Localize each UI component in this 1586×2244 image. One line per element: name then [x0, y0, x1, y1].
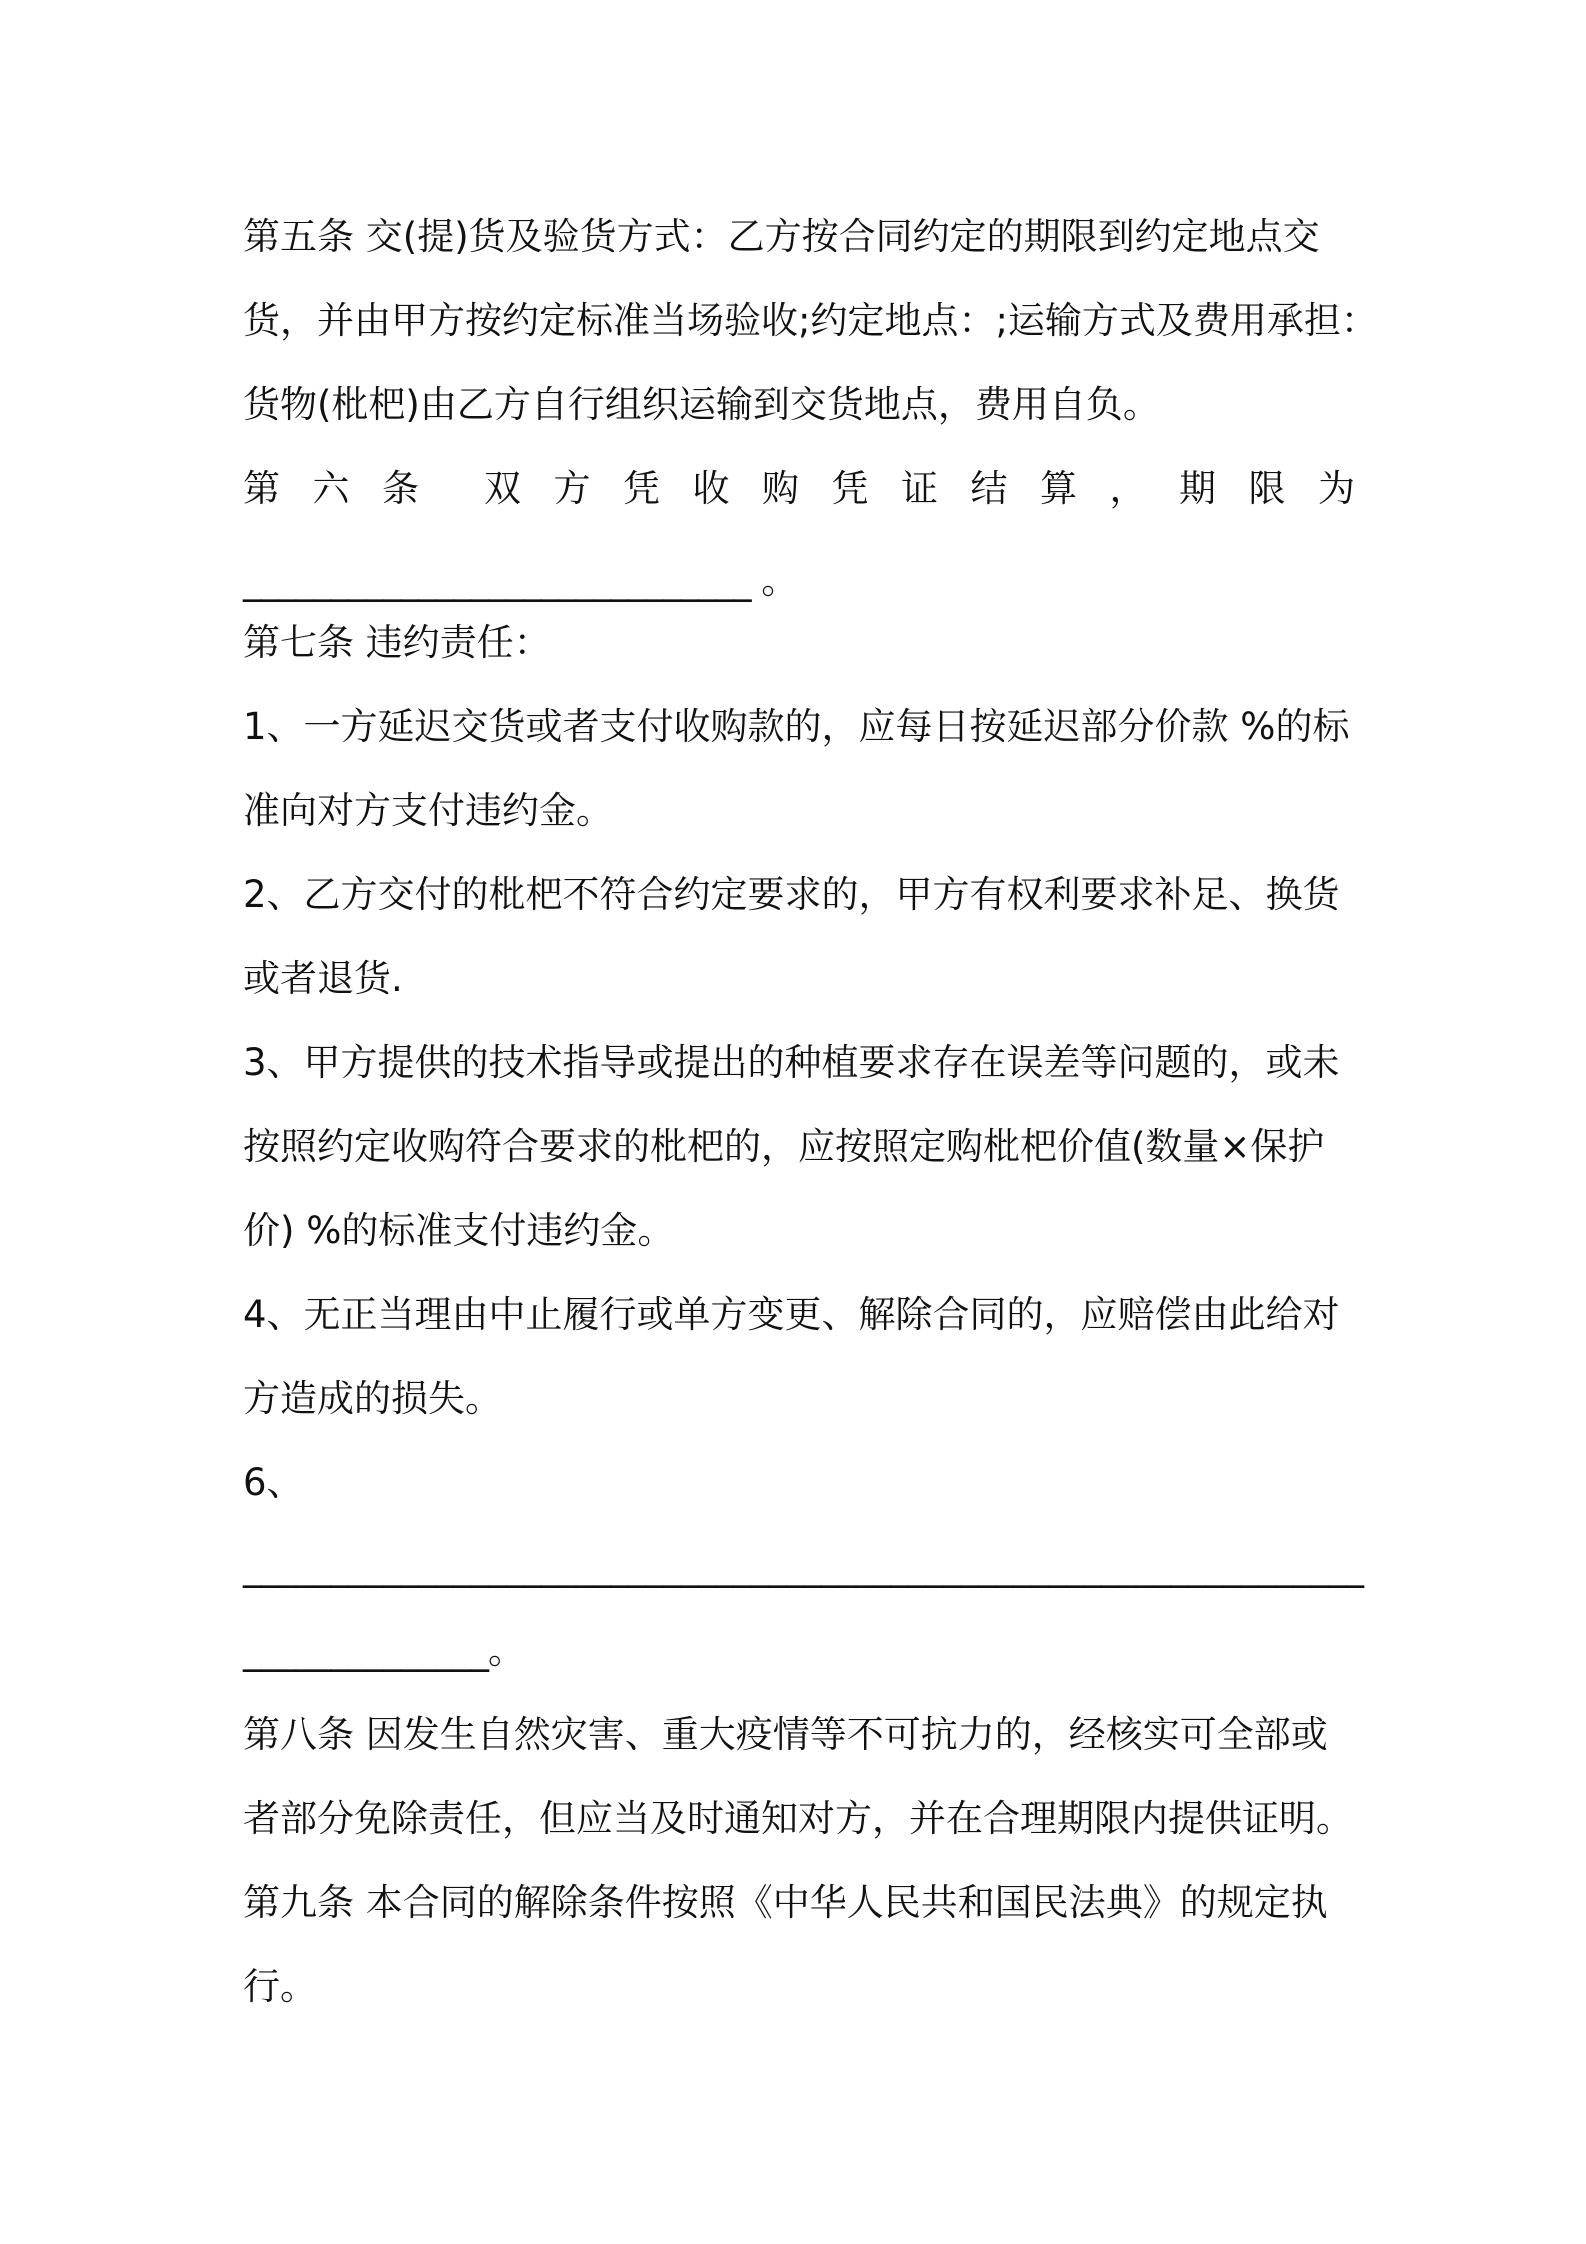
article-6-char: 限	[1248, 467, 1286, 510]
article-7-item-2-line-1: 2、乙方交付的枇杷不符合约定要求的，甲方有权利要求补足、换货	[243, 873, 1340, 916]
article-7-item-3-line-3: 价) %的标准支付违约金。	[243, 1209, 675, 1252]
article-6-line-1	[243, 447, 1355, 531]
article-7-item-1-line-2: 准向对方支付违约金。	[243, 789, 613, 832]
article-7-title: 第七条 违约责任：	[243, 621, 551, 664]
article-6-char: 期	[1179, 467, 1216, 510]
article-9-line-1: 第九条 本合同的解除条件按照《中华人民共和国民法典》的规定执	[243, 1881, 1328, 1924]
article-7-item-1-line-1: 1、一方延迟交货或者支付收购款的，应每日按延迟部分价款 %的标	[243, 705, 1350, 748]
article-8-line-1: 第八条 因发生自然灾害、重大疫情等不可抗力的，经核实可全部或	[243, 1713, 1328, 1756]
article-5-line-2: 货，并由甲方按约定标准当场验收;约定地点：;运输方式及费用承担：	[243, 299, 1378, 342]
article-6-blank: _____________________________ 。	[243, 559, 798, 602]
article-6-char: 购	[762, 467, 799, 510]
article-6-char: 收	[692, 467, 730, 510]
article-6-char: ，	[1109, 467, 1147, 510]
article-7-item-6-label: 6、	[243, 1461, 304, 1504]
article-6-char: 双	[484, 467, 521, 510]
article-6-char: 方	[553, 467, 591, 510]
document-body	[243, 195, 1378, 2029]
article-7-item-6-blank-1: ________________________________________________________________	[243, 1545, 1363, 1588]
article-9-line-2: 行。	[243, 1965, 317, 2008]
article-7-item-4-line-2: 方造成的损失。	[243, 1377, 502, 1420]
article-6-char: 结	[970, 467, 1008, 510]
article-6-char: 凭	[623, 467, 660, 510]
article-6-char: 为	[1318, 467, 1355, 510]
article-7-item-2-line-2: 或者退货.	[243, 957, 403, 1000]
article-7-item-6-blank-2: ______________。	[243, 1629, 524, 1672]
article-6-char: 凭	[831, 467, 869, 510]
article-5-line-1: 第五条 交(提)货及验货方式：乙方按合同约定的期限到约定地点交	[243, 215, 1320, 258]
article-6-char: 第	[243, 467, 280, 510]
article-7-item-3-line-2: 按照约定收购符合要求的枇杷的，应按照定购枇杷价值(数量×保护	[243, 1125, 1325, 1168]
article-6-char: 条	[382, 467, 419, 510]
article-8-line-2: 者部分免除责任，但应当及时通知对方，并在合理期限内提供证明。	[243, 1797, 1353, 1840]
article-7-item-4-line-1: 4、无正当理由中止履行或单方变更、解除合同的，应赔偿由此给对	[243, 1293, 1340, 1336]
article-5-line-3: 货物(枇杷)由乙方自行组织运输到交货地点，费用自负。	[243, 383, 1160, 426]
article-6-char: 算	[1040, 467, 1077, 510]
article-6-char: 证	[901, 467, 938, 510]
article-7-item-3-line-1: 3、甲方提供的技术指导或提出的种植要求存在误差等问题的，或未	[243, 1041, 1340, 1084]
article-6-char: 六	[312, 467, 350, 510]
